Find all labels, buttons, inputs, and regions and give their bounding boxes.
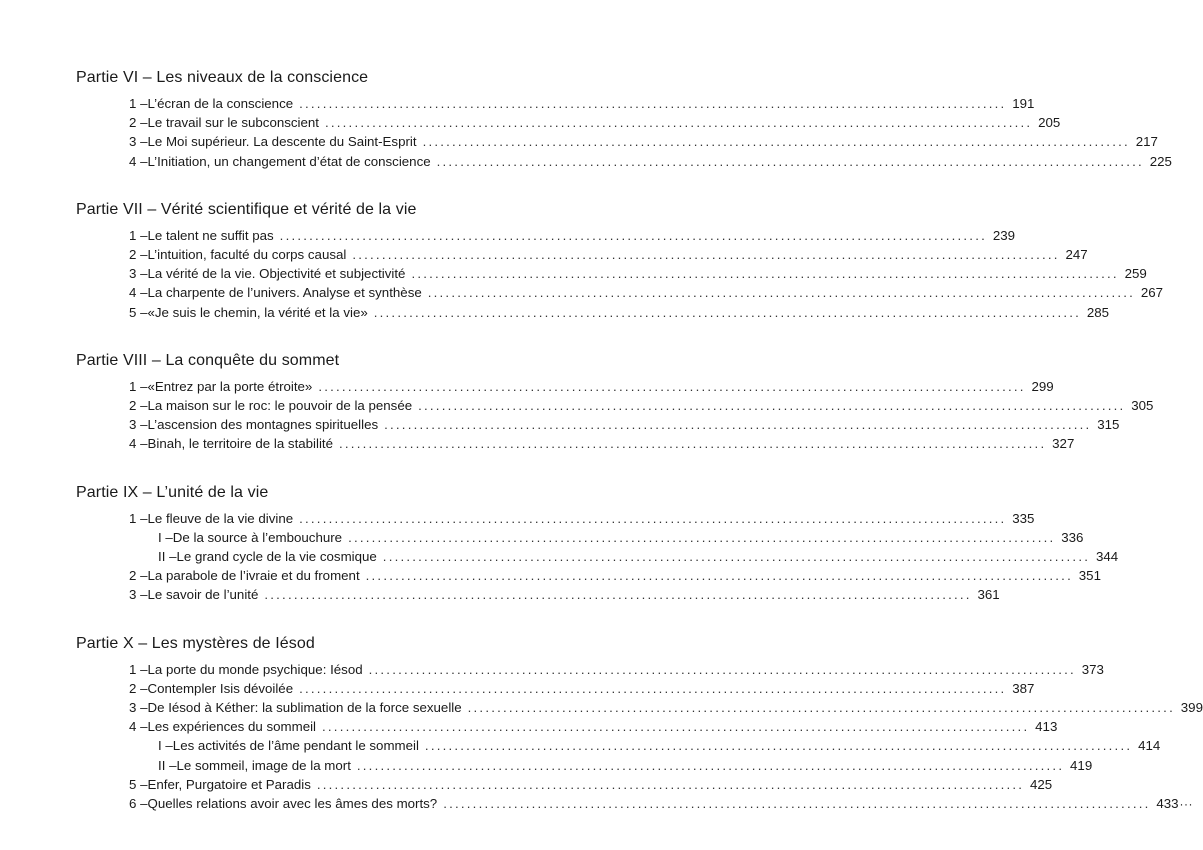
- page-number: 315: [1097, 417, 1120, 433]
- entry-number: 3 –: [129, 700, 148, 716]
- toc-entry[interactable]: [76, 660, 1104, 679]
- dot-leader: ........................................................................................................................: [264, 587, 972, 603]
- toc-entry[interactable]: [76, 434, 1075, 453]
- page-number: 217: [1135, 134, 1158, 150]
- entry-title: L’écran de la conscience: [147, 96, 294, 111]
- toc-entry[interactable]: [76, 132, 1158, 151]
- entry-title: Le Moi supérieur. La descente du Saint-Esprit: [147, 134, 417, 150]
- entry-title: Quelles relations avoir avec les âmes des morts?: [147, 796, 438, 812]
- toc-entry[interactable]: [76, 303, 1110, 322]
- dot-leader: ........................................................................................................................: [467, 700, 1175, 716]
- toc-entry[interactable]: [76, 283, 1164, 302]
- dot-leader: ........................................................................................................................: [322, 719, 1030, 735]
- dot-leader: ........................................................................................................................: [299, 96, 1007, 111]
- entry-title: L’Initiation, un changement d’état de conscience: [147, 153, 431, 169]
- page-number: 387: [1012, 680, 1035, 696]
- toc-part: [76, 68, 1172, 171]
- page-number: 239: [992, 227, 1015, 243]
- entry-number: 3 –: [129, 266, 148, 282]
- page-number: 205: [1038, 115, 1061, 131]
- toc-entry[interactable]: [76, 245, 1088, 264]
- toc-entry[interactable]: [76, 698, 1203, 717]
- dot-leader: ........................................................................................................................: [316, 776, 1025, 792]
- part-title: Partie X – Les mystères de Iésod: [76, 634, 315, 652]
- page-number: 373: [1081, 661, 1104, 677]
- entry-number: 2 –: [129, 568, 148, 584]
- page-number: 191: [1012, 96, 1035, 111]
- dot-leader: ........................................................................................................................: [348, 529, 1056, 545]
- toc-entry[interactable]: [76, 509, 1035, 528]
- page-number: 336: [1061, 529, 1084, 545]
- toc-part: [76, 483, 1119, 605]
- page-number: 267: [1140, 285, 1164, 301]
- entry-number: I –: [158, 529, 173, 545]
- part-title: Partie VIII – La conquête du sommet: [76, 351, 340, 369]
- toc-entry[interactable]: [76, 264, 1147, 283]
- dot-leader: ........................................................................................................................: [368, 661, 1076, 677]
- dot-leader: ........................................................................................................................: [279, 227, 987, 243]
- entry-number: 1 –: [129, 378, 148, 394]
- page-number: 399: [1180, 700, 1203, 716]
- entry-title: La parabole de l’ivraie et du froment: [147, 568, 360, 584]
- entry-number: 3 –: [129, 417, 148, 433]
- entry-title: Les activités de l’âme pendant le sommeil: [172, 738, 419, 754]
- entry-title: Binah, le territoire de la stabilité: [147, 436, 334, 452]
- toc-entry[interactable]: [76, 415, 1120, 434]
- page-number: 299: [1031, 378, 1054, 394]
- toc-entry[interactable]: [76, 94, 1035, 113]
- entry-title: La vérité de la vie. Objectivité et subjectivité: [147, 266, 406, 282]
- entry-number: 4 –: [129, 719, 148, 735]
- entry-title: Enfer, Purgatoire et Paradis: [147, 776, 311, 792]
- page-number: 247: [1065, 247, 1088, 263]
- dot-leader: ........................................................................................................................: [365, 568, 1073, 584]
- page-number: 413: [1035, 719, 1058, 735]
- dot-leader: ........................................................................................................................: [299, 680, 1007, 696]
- entry-title: Les expériences du sommeil: [147, 719, 317, 735]
- entry-title: Le travail sur le subconscient: [147, 115, 319, 131]
- entry-number: 5 –: [129, 304, 148, 320]
- entry-title: La charpente de l’univers. Analyse et synthèse: [147, 285, 422, 301]
- page-number: 433: [1156, 796, 1179, 812]
- entry-number: 2 –: [129, 115, 148, 131]
- part-title: Partie VII – Vérité scientifique et vérité de la vie: [76, 200, 417, 218]
- dot-leader: ........................................................................................................................: [422, 134, 1130, 150]
- entry-title: Le fleuve de la vie divine: [147, 510, 294, 526]
- toc-entry[interactable]: [76, 775, 1053, 794]
- page-number: 425: [1030, 776, 1053, 792]
- page-number: 285: [1086, 304, 1110, 320]
- dot-leader: ........................................................................................................................: [339, 436, 1047, 452]
- part-title: Partie VI – Les niveaux de la conscience: [76, 69, 369, 86]
- page-number: 419: [1070, 757, 1093, 773]
- entry-title: Le savoir de l’unité: [147, 587, 259, 603]
- entry-number: 6 –: [129, 796, 148, 812]
- dot-leader: ........................................................................................................................: [352, 247, 1060, 263]
- entry-number: 1 –: [129, 96, 148, 111]
- toc-part: [76, 351, 1154, 454]
- page-number: 414: [1138, 738, 1161, 754]
- entry-number: 4 –: [129, 153, 148, 169]
- toc-entry[interactable]: [76, 396, 1154, 415]
- page-number: 259: [1124, 266, 1147, 282]
- dot-leader: ........................................................................................................................: [436, 153, 1144, 169]
- entry-title: «Entrez par la porte étroite»: [147, 378, 313, 394]
- page-number: 351: [1078, 568, 1101, 584]
- dot-leader: ........................................................................................................................: [356, 757, 1065, 773]
- table-of-contents: [76, 68, 1203, 843]
- entry-title: Le talent ne suffit pas: [147, 227, 274, 243]
- entry-title: L’intuition, faculté du corps causal: [147, 247, 347, 263]
- entry-title: «Je suis le chemin, la vérité et la vie»: [147, 304, 368, 320]
- toc-entry[interactable]: [76, 113, 1061, 132]
- dot-leader: ........................................................................................................................: [324, 115, 1033, 131]
- toc-entry[interactable]: [76, 566, 1101, 585]
- entry-number: 1 –: [129, 661, 148, 677]
- entry-number: 4 –: [129, 436, 148, 452]
- continued-mark: ···: [1179, 797, 1194, 812]
- dot-leader: ........................................................................................................................: [373, 304, 1082, 320]
- page-number: 225: [1149, 153, 1172, 169]
- toc-entry[interactable]: [76, 679, 1035, 698]
- entry-title: De Iésod à Kéther: la sublimation de la force sexuelle: [147, 700, 462, 716]
- toc-entry[interactable]: [76, 528, 1084, 547]
- entry-title: La maison sur le roc: le pouvoir de la pensée: [147, 398, 413, 414]
- toc-entry[interactable]: [76, 756, 1093, 775]
- toc-entry[interactable]: [76, 377, 1054, 396]
- toc-entry[interactable]: [76, 736, 1161, 755]
- toc-part: [76, 634, 1203, 815]
- page-number: 305: [1131, 398, 1154, 414]
- entry-number: 3 –: [129, 587, 148, 603]
- entry-number: 2 –: [129, 680, 148, 696]
- entry-title: La porte du monde psychique: Iésod: [147, 661, 363, 677]
- entry-number: I –: [158, 738, 173, 754]
- entry-number: 2 –: [129, 398, 148, 414]
- entry-title: Le grand cycle de la vie cosmique: [176, 549, 377, 565]
- toc-entry[interactable]: [76, 585, 1000, 604]
- dot-leader: ........................................................................................................................: [443, 796, 1151, 812]
- toc-entry[interactable]: [76, 717, 1058, 736]
- entry-title: Contempler Isis dévoilée: [147, 680, 294, 696]
- dot-leader: ........................................................................................................................: [299, 510, 1007, 526]
- dot-leader: ........................................................................................................................: [418, 398, 1126, 414]
- toc-entry[interactable]: [76, 152, 1172, 171]
- toc-entry[interactable]: [76, 547, 1119, 566]
- toc-entry[interactable]: [76, 794, 1194, 814]
- entry-number: 3 –: [129, 134, 148, 150]
- dot-leader: ........................................................................................................................: [318, 378, 1026, 394]
- entry-number: II –: [158, 549, 177, 565]
- entry-title: De la source à l’embouchure: [172, 529, 343, 545]
- page-number: 327: [1052, 436, 1075, 452]
- dot-leader: ........................................................................................................................: [411, 266, 1119, 282]
- entry-title: Le sommeil, image de la mort: [176, 757, 351, 773]
- page-number: 344: [1095, 549, 1119, 565]
- entry-number: II –: [158, 757, 177, 773]
- toc-part: [76, 200, 1164, 322]
- toc-entry[interactable]: [76, 226, 1015, 245]
- dot-leader: ........................................................................................................................: [382, 549, 1091, 565]
- page-number: 335: [1012, 510, 1035, 526]
- part-title: Partie IX – L’unité de la vie: [76, 483, 269, 501]
- entry-title: L’ascension des montagnes spirituelles: [147, 417, 379, 433]
- dot-leader: ........................................................................................................................: [384, 417, 1092, 433]
- entry-number: 2 –: [129, 247, 148, 263]
- dot-leader: ........................................................................................................................: [427, 285, 1136, 301]
- entry-number: 5 –: [129, 776, 148, 792]
- entry-number: 1 –: [129, 510, 148, 526]
- page-number: 361: [977, 587, 1000, 603]
- dot-leader: ........................................................................................................................: [424, 738, 1133, 754]
- entry-number: 4 –: [129, 285, 148, 301]
- entry-number: 1 –: [129, 227, 148, 243]
